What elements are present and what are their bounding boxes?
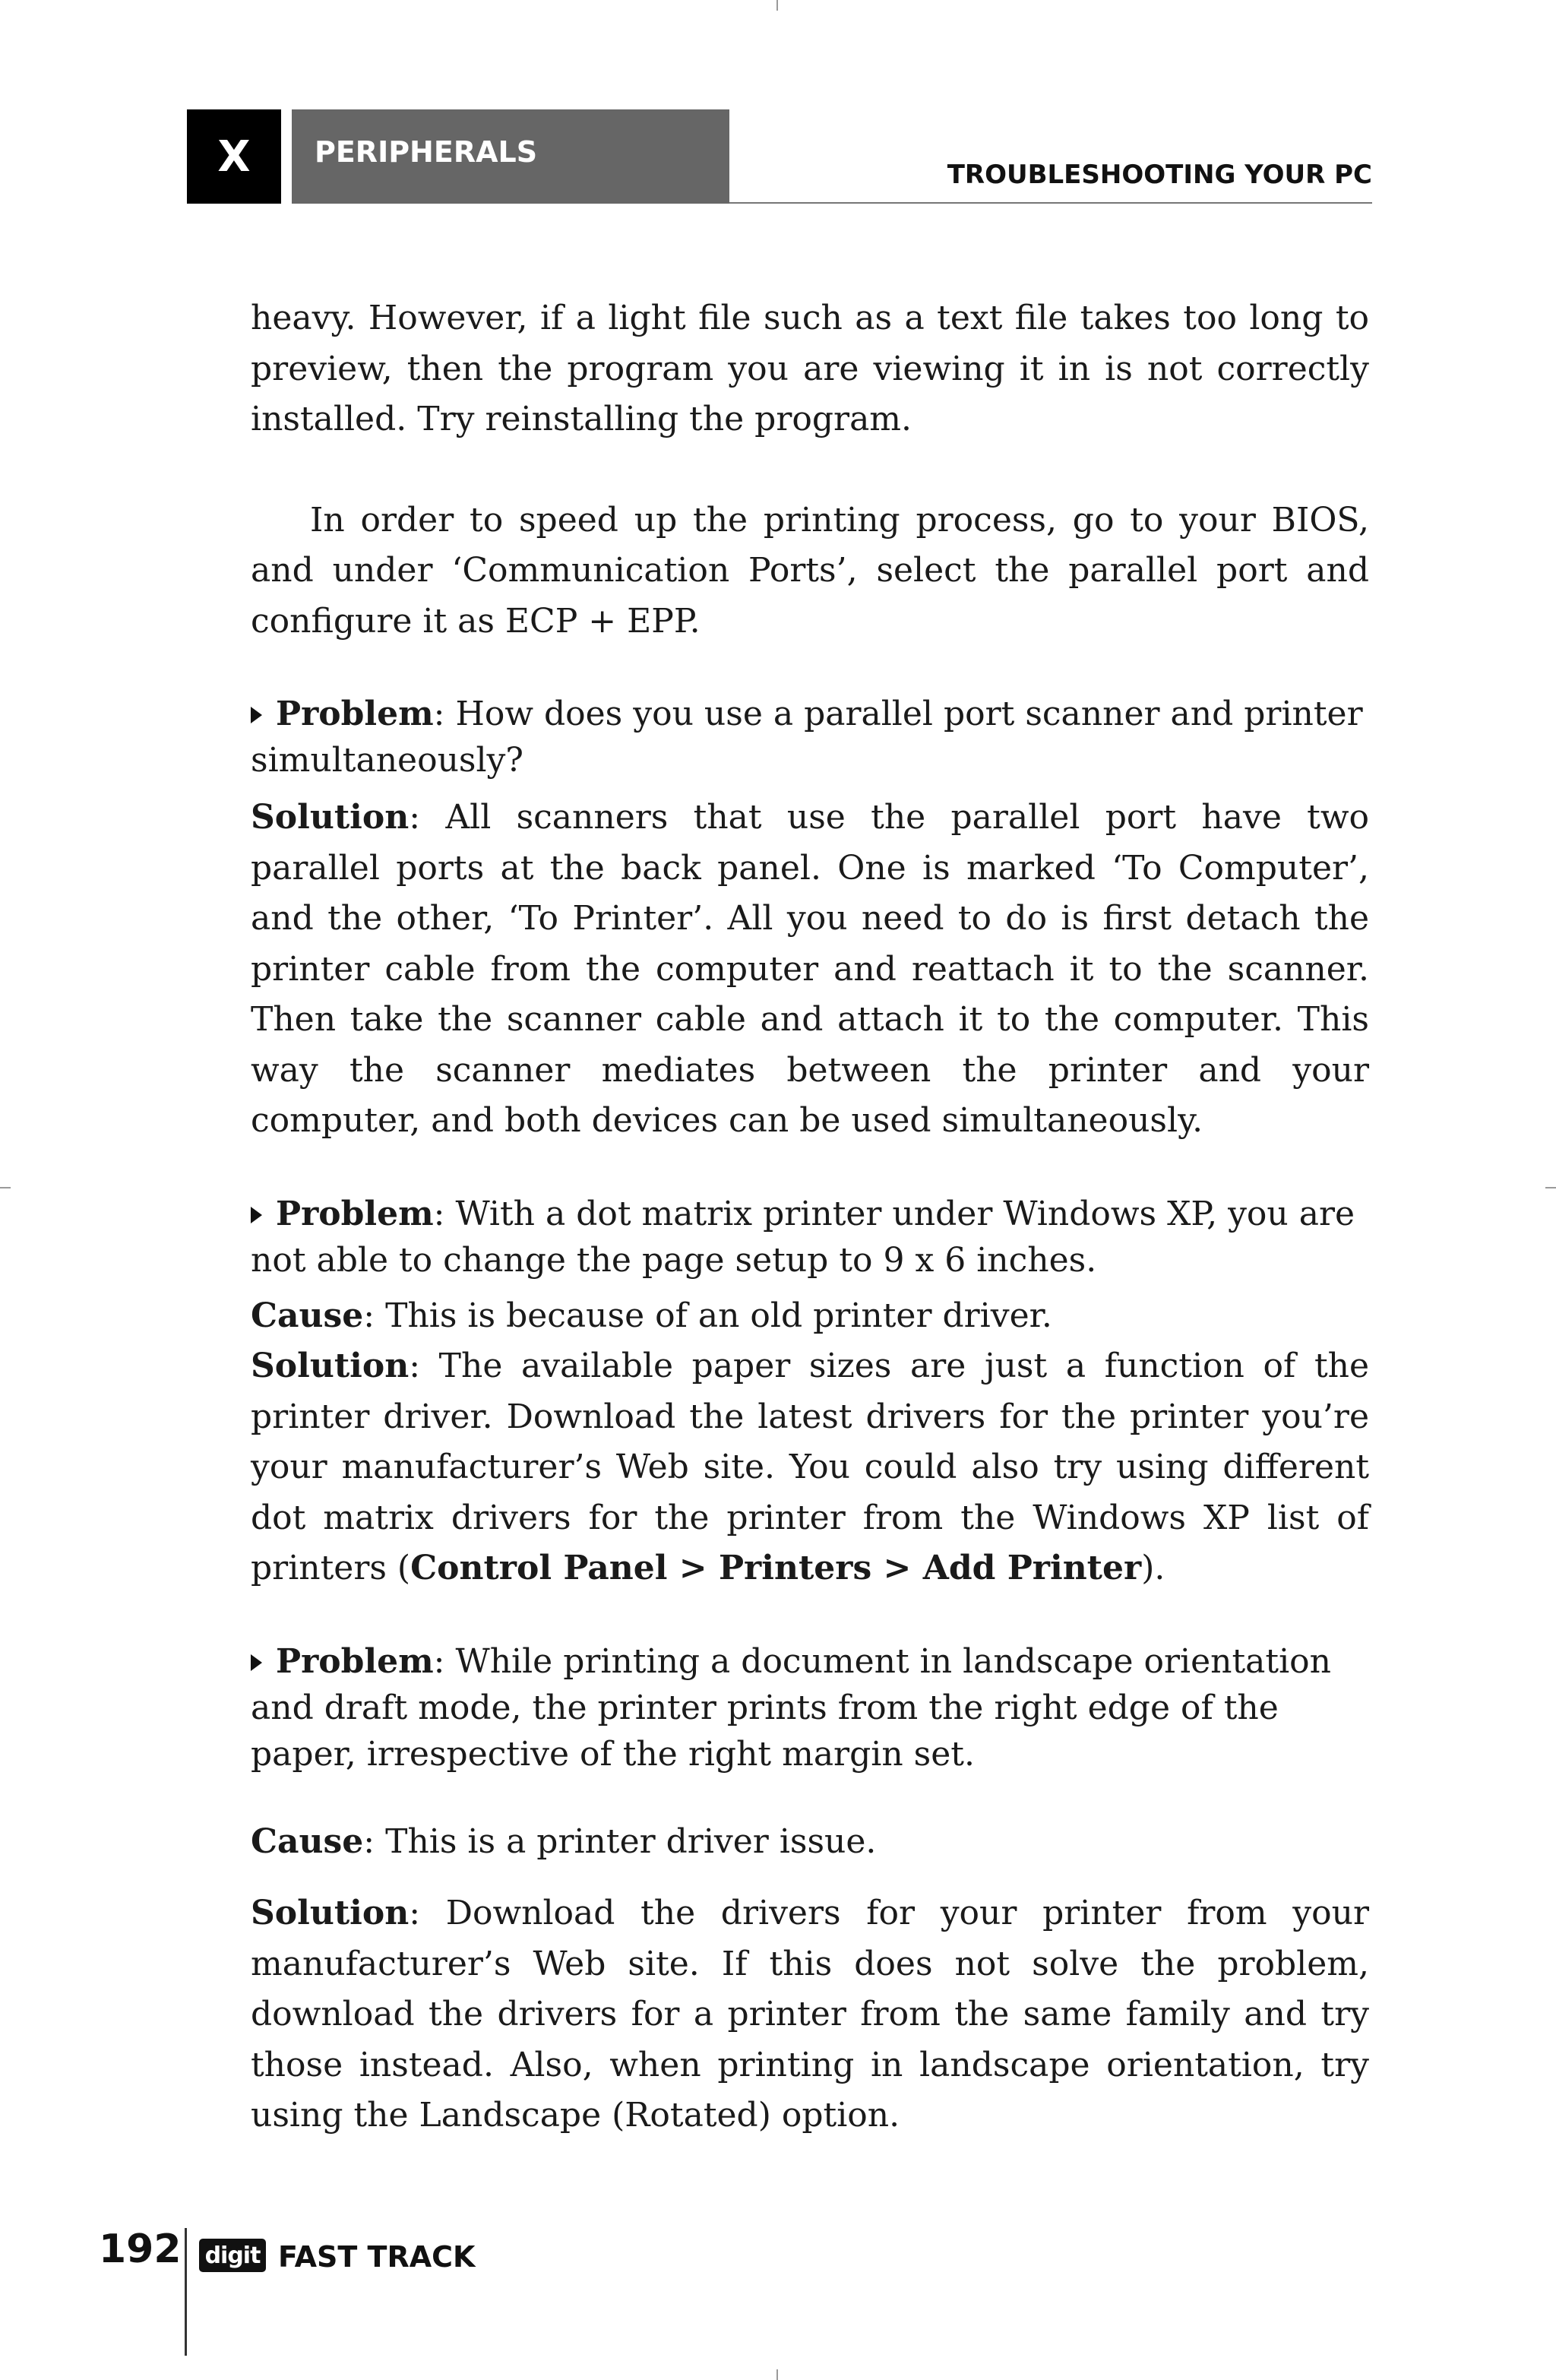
problem-item xyxy=(251,1638,1369,1777)
chapter-mark: X xyxy=(187,109,281,204)
solution-item xyxy=(251,793,1369,1147)
cause-label: Cause xyxy=(251,1821,364,1861)
solution-item xyxy=(251,1341,1369,1594)
problem-item xyxy=(251,1191,1369,1283)
running-title: TROUBLESHOOTING YOUR PC xyxy=(947,160,1372,190)
solution-item xyxy=(251,1888,1369,2141)
cause-item xyxy=(251,1291,1369,1342)
solution-text: : All scanners that use the parallel port have two parallel ports at the back panel. One is marked ‘To Computer’, and the other, ‘To Printer’. All you need to do is first detach the printer cable from the computer and reattach it to the scanner. Then take the scanner cable and attach it to the computer. This way the scanner mediates between the printer and your computer, and both devices can be used simultaneously. xyxy=(251,798,1369,1140)
solution-label: Solution xyxy=(251,798,410,837)
cause-text: : This is a printer driver issue. xyxy=(363,1821,877,1861)
problem-item xyxy=(251,691,1369,783)
problem-text: : With a dot matrix printer under Windows XP, you are not able to change the page setup to 9 x 6 inches. xyxy=(251,1194,1355,1280)
bullet-triangle-icon xyxy=(251,1654,262,1671)
paragraph: In order to speed up the printing process, go to your BIOS, and under ‘Communication Ports’, select the parallel port and configure it as ECP + EPP. xyxy=(251,500,1369,641)
digit-logo: digit xyxy=(199,2239,266,2272)
menu-path: Control Panel > Printers > Add Printer xyxy=(410,1549,1142,1587)
problem-label: Problem xyxy=(276,695,434,733)
cause-text: : This is because of an old printer driver. xyxy=(363,1296,1052,1335)
page-content xyxy=(251,293,1369,2141)
solution-end: ). xyxy=(1141,1549,1165,1587)
problem-label: Problem xyxy=(276,1194,434,1233)
solution-text: : Download the drivers for your printer from your manufacturer’s Web site. If this does not solve the problem, download the drivers for a printer from the same family and try those instead. Also, when printing in landscape orientation, try using the Landscape (Rotated) option. xyxy=(251,1894,1369,2135)
page-number: 192 xyxy=(99,2227,182,2272)
cause-item xyxy=(251,1817,1369,1868)
solution-label: Solution xyxy=(251,1894,410,1932)
bullet-triangle-icon xyxy=(251,1207,262,1223)
section-title: PERIPHERALS xyxy=(292,109,729,204)
crop-mark xyxy=(0,1187,11,1188)
cause-label: Cause xyxy=(251,1296,364,1335)
footer-divider xyxy=(185,2228,187,2356)
paragraph: heavy. However, if a light file such as a text file takes too long to preview, then the program you are viewing it in is not correctly installed. Try reinstalling the program. xyxy=(251,299,1369,438)
crop-mark xyxy=(1545,1187,1556,1188)
solution-text: : The available paper sizes are just a function of the printer driver. Download the latest drivers for the printer you’re your manufacturer’s Web site. You could also try using different dot matrix drivers for the printer from the Windows XP list of printers ( xyxy=(251,1347,1369,1587)
bullet-triangle-icon xyxy=(251,707,262,723)
solution-label: Solution xyxy=(251,1347,410,1385)
crop-mark xyxy=(776,0,778,11)
problem-text: : While printing a document in landscape orientation and draft mode, the printer prints from the right edge of the paper, irrespective of the right margin set. xyxy=(251,1641,1331,1774)
problem-text: : How does you use a parallel port scanner and printer simultaneously? xyxy=(251,695,1363,780)
crop-mark xyxy=(776,2369,778,2380)
brand-name: FAST TRACK xyxy=(278,2240,476,2274)
problem-label: Problem xyxy=(276,1641,434,1681)
header-rule xyxy=(729,202,1372,204)
